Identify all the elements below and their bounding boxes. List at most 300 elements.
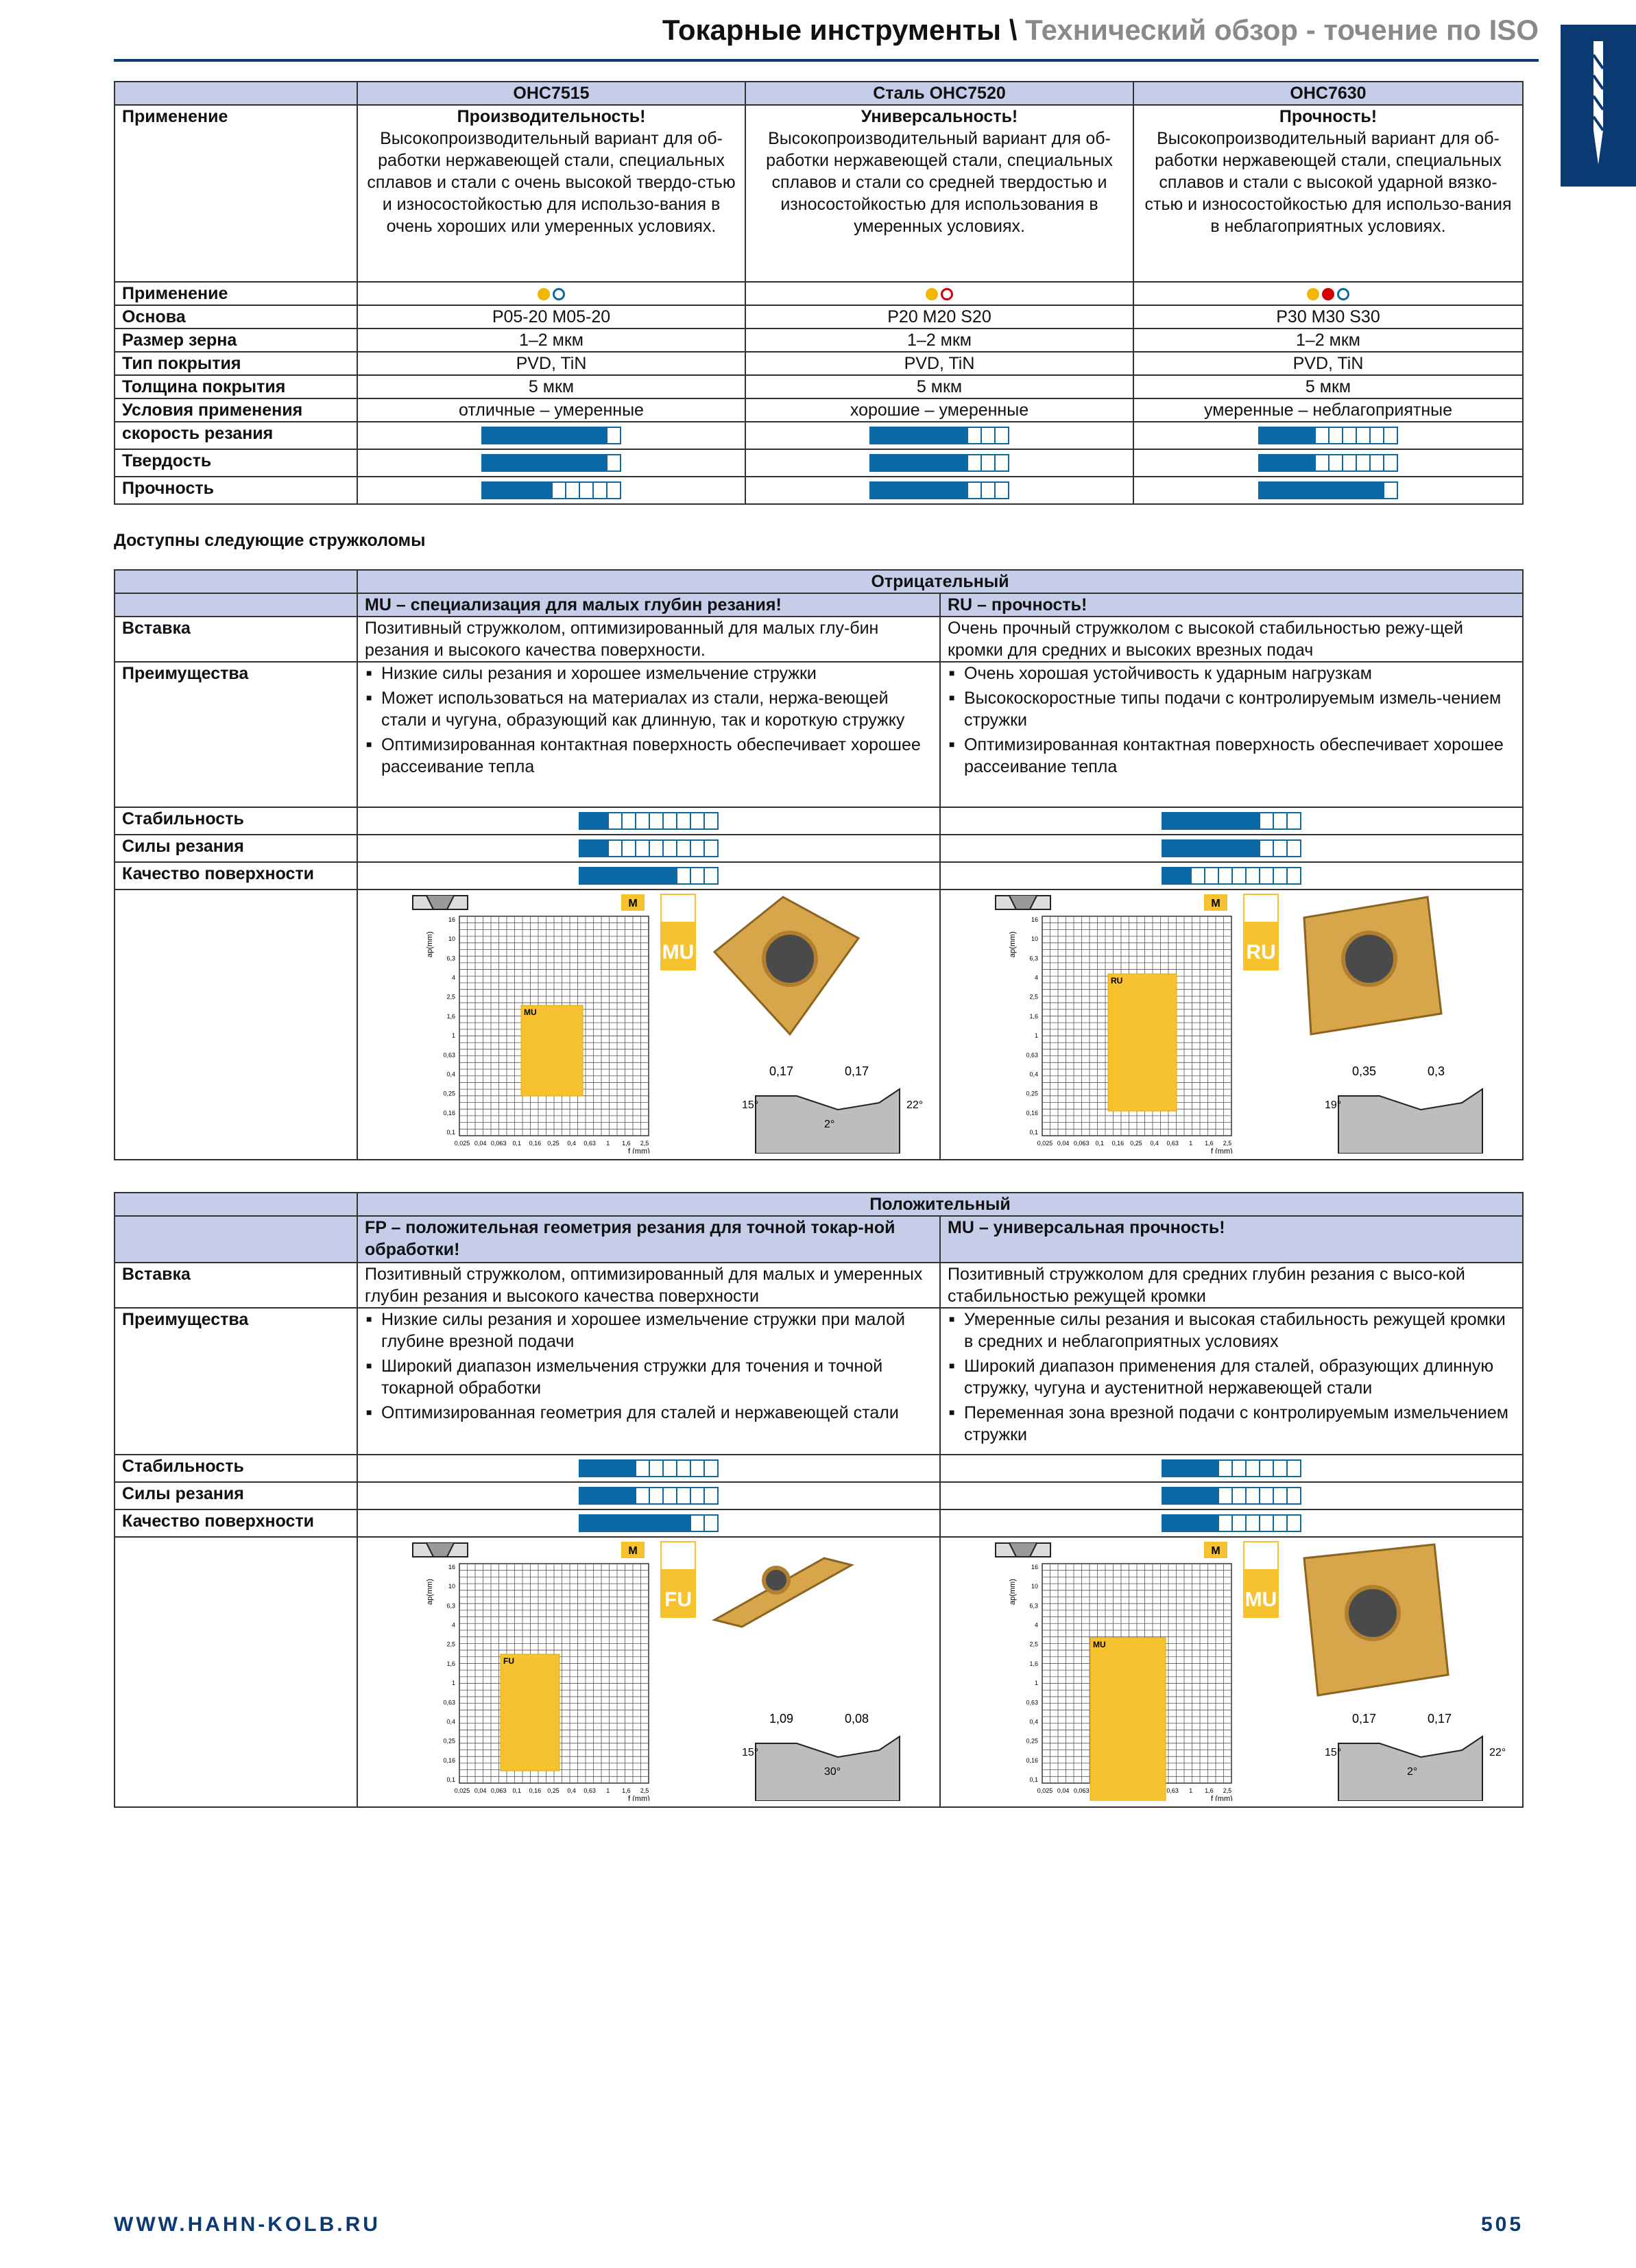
x-tick-label: 0,025 (454, 1787, 470, 1794)
rating-cell (1204, 1516, 1218, 1531)
application-dot-icon (1307, 288, 1319, 300)
row-label: Преимущества (115, 1308, 357, 1455)
advantage-item: ■ Умеренные силы резания и высокая стабильность режущей кромки в средних и неблагоприятных условиях (948, 1309, 1515, 1352)
edge-profile (1338, 1089, 1482, 1154)
rating-cell (579, 455, 592, 470)
x-tick-label: 0,025 (454, 1140, 470, 1147)
rating-cell (1286, 841, 1300, 856)
x-tick-label: 1,6 (1205, 1787, 1214, 1794)
rating-cell (1218, 841, 1231, 856)
row-label: Применение (115, 282, 357, 305)
x-tick-label: 1 (606, 1140, 610, 1147)
profile-angle: 22° (906, 1099, 924, 1111)
rating-cell (967, 428, 981, 443)
y-tick-label: 4 (451, 974, 455, 981)
y-axis-label: ap(mm) (426, 931, 434, 957)
rating-cell (1163, 1516, 1177, 1531)
rating-cell (690, 868, 703, 883)
x-tick-label: 0,04 (1057, 1787, 1070, 1794)
y-axis-label: ap(mm) (1009, 1579, 1017, 1605)
rating-cell (1190, 813, 1204, 828)
rating-cell (662, 813, 676, 828)
conditions-cell: хорошие – умеренные (745, 398, 1133, 422)
rating-cell (953, 455, 967, 470)
application-zone (1108, 974, 1177, 1111)
rating-cell (994, 483, 1008, 498)
rating-cell (1218, 868, 1231, 883)
x-tick-label: 2,5 (640, 1140, 649, 1147)
y-tick-label: 6,3 (1029, 1602, 1038, 1610)
rating-cell (1286, 1516, 1300, 1531)
rating-cell (551, 455, 565, 470)
rating-cell (1231, 1516, 1245, 1531)
rating-cell (565, 455, 579, 470)
rating-cell (1245, 1488, 1259, 1503)
rating-cell (524, 455, 538, 470)
rating-cell (621, 1461, 635, 1476)
y-tick-label: 0,63 (443, 1699, 455, 1706)
x-tick-label: 0,25 (547, 1787, 560, 1794)
rating-cell (649, 1461, 662, 1476)
rating-cell (565, 483, 579, 498)
rating-cell (621, 868, 635, 883)
rating-cell (1342, 455, 1356, 470)
forces-rating-bar (1162, 839, 1301, 857)
rating-cell (538, 455, 551, 470)
rating-cell (594, 1516, 608, 1531)
rating-cell (690, 1516, 703, 1531)
rating-cell (635, 1516, 649, 1531)
rating-cell (580, 813, 594, 828)
application-dots (357, 282, 745, 305)
row-label: Силы резания (115, 1482, 357, 1509)
x-tick-label: 2,5 (1223, 1787, 1232, 1794)
row-label: Твердость (115, 449, 357, 477)
y-tick-label: 10 (448, 1583, 455, 1590)
zone-label: RU (1111, 976, 1123, 986)
x-tick-label: 0,04 (474, 1787, 487, 1794)
y-tick-label: 1,6 (1029, 1660, 1038, 1667)
profile-dimension: 0,35 (1352, 1064, 1377, 1078)
rating-cell (912, 428, 926, 443)
chipbreaker-badge-label: MU (1244, 1588, 1277, 1611)
row-label: Основа (115, 305, 357, 329)
rating-cell (898, 428, 912, 443)
rating-cell (1259, 1516, 1273, 1531)
rating-cell (594, 841, 608, 856)
rating-cell (621, 1488, 635, 1503)
application-dot-icon (538, 288, 550, 300)
rating-cell (483, 428, 496, 443)
rating-cell (1287, 428, 1301, 443)
chapter-tab (1561, 25, 1636, 187)
rating-cell (1204, 1461, 1218, 1476)
rating-cell (1163, 1488, 1177, 1503)
row-label: Качество поверхности (115, 1509, 357, 1537)
rating-cell (953, 428, 967, 443)
rating-cell (1301, 455, 1314, 470)
rating-cell (1177, 868, 1190, 883)
y-tick-label: 1,6 (1029, 1012, 1038, 1020)
chipbreaker-diagram (358, 1538, 941, 1801)
rating-cell (1273, 813, 1286, 828)
x-tick-label: 0,063 (1073, 1787, 1090, 1794)
rating-cell (1273, 1516, 1286, 1531)
surface-rating-bar (1162, 867, 1301, 885)
y-tick-label: 16 (1031, 1564, 1038, 1571)
rating-cell (1287, 483, 1301, 498)
y-tick-label: 0,16 (443, 1109, 455, 1117)
coating-cell: PVD, TiN (745, 352, 1133, 375)
x-tick-label: 0,63 (1166, 1787, 1179, 1794)
x-tick-label: 1 (606, 1787, 610, 1794)
rating-cell (510, 428, 524, 443)
rating-cell (1273, 483, 1287, 498)
profile-dimension: 0,17 (1428, 1712, 1452, 1726)
x-tick-label: 0,04 (474, 1140, 487, 1147)
y-tick-label: 0,25 (443, 1090, 455, 1097)
rating-cell (649, 1488, 662, 1503)
y-tick-label: 10 (448, 935, 455, 943)
advantage-item: ■ Низкие силы резания и хорошее измельчение стружки при малой глубине врезной подачи (365, 1309, 933, 1352)
page-number: 505 (1481, 2213, 1524, 2236)
rating-cell (1301, 428, 1314, 443)
application-zone (501, 1654, 560, 1771)
zone-label: MU (1093, 1640, 1106, 1649)
insert-illustration-icon (714, 897, 858, 1034)
x-tick-label: 2,5 (1223, 1140, 1232, 1147)
rating-cell (1177, 1516, 1190, 1531)
rating-cell (594, 868, 608, 883)
rating-cell (1259, 813, 1273, 828)
x-tick-label: 0,1 (1095, 1140, 1105, 1147)
rating-cell (483, 455, 496, 470)
rating-cell (1356, 428, 1369, 443)
x-tick-label: 0,25 (1130, 1140, 1142, 1147)
m-badge-label: M (1211, 898, 1220, 909)
group-title: Положительный (357, 1193, 1523, 1216)
rating-cell (1190, 1488, 1204, 1503)
rating-cell (621, 841, 635, 856)
profile-angle: 19° (1325, 1099, 1342, 1111)
rating-cell (594, 813, 608, 828)
y-tick-label: 2,5 (446, 1640, 455, 1648)
rating-cell (662, 1516, 676, 1531)
y-tick-label: 16 (1031, 916, 1038, 923)
rating-cell (592, 428, 606, 443)
rating-cell (1286, 813, 1300, 828)
rating-cell (1328, 483, 1342, 498)
rating-cell (953, 483, 967, 498)
rating-cell (1260, 428, 1273, 443)
x-tick-label: 0,025 (1037, 1140, 1053, 1147)
rating-cell (496, 483, 510, 498)
x-tick-label: 1 (1189, 1140, 1193, 1147)
group-title: Отрицательный (357, 570, 1523, 593)
chipbreaker-figure (357, 1537, 940, 1807)
rating-cell (676, 868, 690, 883)
surface-rating-bar (1162, 1514, 1301, 1532)
chipbreaker-title: MU – специализация для малых глубин резания! (357, 593, 940, 617)
advantage-item: ■ Очень хорошая устойчивость к ударным нагрузкам (948, 663, 1515, 684)
application-dot-icon (1337, 288, 1349, 300)
y-tick-label: 6,3 (446, 955, 455, 962)
rating-cell (1231, 868, 1245, 883)
y-tick-label: 2,5 (1029, 1640, 1038, 1648)
rating-cell (580, 1461, 594, 1476)
row-label: Прочность (115, 477, 357, 504)
rating-cell (662, 1461, 676, 1476)
x-tick-label: 0,4 (567, 1140, 576, 1147)
rating-cell (871, 428, 885, 443)
rating-cell (690, 813, 703, 828)
rating-cell (483, 483, 496, 498)
toughness-rating-bar (869, 481, 1009, 499)
y-tick-label: 2,5 (1029, 993, 1038, 1001)
row-label: Вставка (115, 1263, 357, 1308)
insert-cell: Позитивный стружколом, оптимизированный для малых и умеренных глубин резания и высокого качества поверхности (357, 1263, 940, 1308)
rating-cell (703, 1488, 717, 1503)
rating-cell (994, 428, 1008, 443)
rating-cell (538, 483, 551, 498)
rating-cell (635, 813, 649, 828)
chipbreaker-figure (940, 1537, 1523, 1807)
rating-cell (703, 868, 717, 883)
rating-cell (1342, 483, 1356, 498)
rating-cell (871, 483, 885, 498)
chipbreaker-badge-label: RU (1246, 941, 1276, 964)
rating-cell (1273, 1488, 1286, 1503)
speed-rating-bar (1258, 427, 1398, 444)
rating-cell (594, 1461, 608, 1476)
application-dot-icon (926, 288, 938, 300)
insert-cell: Позитивный стружколом, оптимизированный для малых глу-бин резания и высокого качества поверхности. (357, 617, 940, 662)
x-tick-label: 0,063 (1073, 1140, 1090, 1147)
x-tick-label: 1,6 (622, 1787, 631, 1794)
x-tick-label: 0,1 (512, 1787, 522, 1794)
rating-cell (1218, 1516, 1231, 1531)
rating-cell (926, 483, 939, 498)
row-label: Стабильность (115, 1455, 357, 1482)
y-tick-label: 6,3 (1029, 955, 1038, 962)
rating-cell (565, 428, 579, 443)
rating-cell (592, 455, 606, 470)
rating-cell (635, 1461, 649, 1476)
rating-cell (898, 483, 912, 498)
x-tick-label: 0,025 (1037, 1787, 1053, 1794)
rating-cell (496, 428, 510, 443)
header-title: Токарные инструменты \ (662, 14, 1018, 46)
profile-angle: 30° (824, 1766, 841, 1778)
speed-rating-bar (869, 427, 1009, 444)
y-tick-label: 4 (1034, 974, 1038, 981)
rating-cell (524, 428, 538, 443)
advantage-item: ■ Широкий диапазон измельчения стружки для точения и точной токарной обработки (365, 1355, 933, 1399)
rating-cell (690, 1461, 703, 1476)
profile-dimension: 0,08 (845, 1712, 869, 1726)
rating-cell (524, 483, 538, 498)
rating-cell (1259, 1488, 1273, 1503)
rating-cell (1163, 841, 1177, 856)
rating-cell (690, 1488, 703, 1503)
rating-cell (1177, 1461, 1190, 1476)
rating-cell (1190, 1516, 1204, 1531)
y-tick-label: 0,4 (446, 1071, 455, 1078)
y-tick-label: 4 (451, 1621, 455, 1629)
rating-cell (1177, 813, 1190, 828)
x-tick-label: 1,6 (1205, 1140, 1214, 1147)
advantages-list (948, 663, 1515, 778)
advantage-item: ■ Оптимизированная геометрия для сталей и нержавеющей стали (365, 1402, 933, 1424)
y-tick-label: 1,6 (446, 1660, 455, 1667)
conditions-cell: умеренные – неблагоприятные (1133, 398, 1523, 422)
surface-rating-bar (579, 1514, 719, 1532)
rating-cell (871, 455, 885, 470)
rating-cell (1286, 1461, 1300, 1476)
x-tick-label: 0,16 (1111, 1140, 1124, 1147)
rating-cell (606, 483, 620, 498)
page-header (114, 14, 1539, 56)
advantage-item: ■ Низкие силы резания и хорошее измельчение стружки (365, 663, 933, 684)
x-axis-label: f (mm) (1211, 1795, 1233, 1801)
rating-cell (510, 455, 524, 470)
rating-cell (649, 1516, 662, 1531)
rating-cell (1245, 1461, 1259, 1476)
conditions-cell: отличные – умеренные (357, 398, 745, 422)
application-dots (1133, 282, 1523, 305)
rating-cell (538, 428, 551, 443)
application-cell: Прочность! Высокопроизводительный вариант для об-работки нержавеющей стали, специальных сплавов и стали с высокой ударной вязко-стью и износостойкостью для использо-вания в неблагоприятных условиях. (1133, 105, 1523, 282)
y-tick-label: 1,6 (446, 1012, 455, 1020)
rating-cell (580, 1488, 594, 1503)
coating-cell: PVD, TiN (357, 352, 745, 375)
footer-url[interactable]: WWW.HAHN-KOLB.RU (114, 2213, 381, 2236)
chipbreaker-figure (357, 890, 940, 1160)
y-tick-label: 4 (1034, 1621, 1038, 1629)
application-dot-icon (1322, 288, 1334, 300)
y-tick-label: 1 (451, 1032, 455, 1040)
insert-illustration-icon (1304, 1544, 1448, 1695)
rating-cell (703, 1516, 717, 1531)
advantage-item: ■ Переменная зона врезной подачи с контролируемым измельчением стружки (948, 1402, 1515, 1446)
row-label: Размер зерна (115, 329, 357, 352)
header-subtitle: Технический обзор - точение по ISO (1025, 14, 1539, 46)
rating-cell (1259, 1461, 1273, 1476)
application-cell: Универсальность! Высокопроизводительный вариант для об-работки нержавеющей стали, специальных сплавов и стали со средней твердостью и износостойкостью для использования в умеренных условиях. (745, 105, 1133, 282)
rating-cell (608, 868, 621, 883)
rating-cell (1190, 841, 1204, 856)
rating-cell (1259, 841, 1273, 856)
thickness-cell: 5 мкм (1133, 375, 1523, 398)
negative-table (114, 569, 1524, 1160)
base-cell: P30 M30 S30 (1133, 305, 1523, 329)
chipbreaker-title: RU – прочность! (940, 593, 1523, 617)
chipbreaker-figure (940, 890, 1523, 1160)
y-tick-label: 2,5 (446, 993, 455, 1001)
rating-cell (1273, 1461, 1286, 1476)
y-tick-label: 0,4 (1029, 1718, 1038, 1726)
rating-cell (1383, 483, 1397, 498)
application-dots (745, 282, 1133, 305)
toughness-rating-bar (481, 481, 621, 499)
y-tick-label: 0,1 (446, 1776, 455, 1783)
rating-cell (1301, 483, 1314, 498)
zone-label: MU (524, 1007, 537, 1017)
rating-cell (703, 813, 717, 828)
rating-cell (676, 813, 690, 828)
rating-cell (579, 483, 592, 498)
m-badge-label: M (1211, 1545, 1220, 1557)
x-tick-label: 1 (1189, 1787, 1193, 1794)
profile-dimension: 0,17 (845, 1064, 869, 1078)
y-tick-label: 6,3 (446, 1602, 455, 1610)
chipbreakers-title: Доступны следующие стружколомы (114, 531, 426, 550)
rating-cell (1314, 428, 1328, 443)
x-tick-label: 0,16 (529, 1140, 542, 1147)
stability-rating-bar (579, 812, 719, 830)
rating-cell (1260, 455, 1273, 470)
rating-cell (967, 483, 981, 498)
advantage-item: ■ Широкий диапазон применения для сталей, образующих длинную стружку, чугуна и аустенитной нержавеющей стали (948, 1355, 1515, 1399)
x-tick-label: 0,063 (490, 1140, 507, 1147)
row-label: Качество поверхности (115, 862, 357, 890)
rating-cell (510, 483, 524, 498)
grain-cell: 1–2 мкм (357, 329, 745, 352)
y-tick-label: 1 (1034, 1032, 1038, 1040)
insert-cell: Очень прочный стружколом с высокой стабильностью режу-щей кромки для средних и высоких врезных подач (940, 617, 1523, 662)
profile-dimension: 0,17 (769, 1064, 794, 1078)
rating-cell (1356, 455, 1369, 470)
rating-cell (592, 483, 606, 498)
y-tick-label: 0,63 (443, 1051, 455, 1059)
rating-cell (1273, 841, 1286, 856)
x-tick-label: 0,63 (584, 1787, 596, 1794)
x-tick-label: 0,63 (1166, 1140, 1179, 1147)
rating-cell (1163, 813, 1177, 828)
rating-cell (1245, 813, 1259, 828)
rating-cell (703, 1461, 717, 1476)
rating-cell (885, 455, 898, 470)
rating-cell (1231, 1461, 1245, 1476)
rating-cell (981, 428, 994, 443)
rating-cell (1218, 1488, 1231, 1503)
positive-table (114, 1192, 1524, 1808)
rating-cell (662, 841, 676, 856)
rating-cell (676, 1516, 690, 1531)
rating-cell (1369, 428, 1383, 443)
profile-angle: 2° (1407, 1766, 1418, 1778)
chipbreaker-diagram (358, 890, 941, 1154)
rating-cell (676, 1461, 690, 1476)
application-zone (1090, 1638, 1166, 1801)
rating-cell (939, 483, 953, 498)
y-tick-label: 0,16 (1026, 1756, 1038, 1764)
rating-cell (1314, 483, 1328, 498)
rating-cell (1328, 428, 1342, 443)
stability-rating-bar (1162, 812, 1301, 830)
row-label: Преимущества (115, 662, 357, 807)
row-label: Толщина покрытия (115, 375, 357, 398)
rating-cell (703, 841, 717, 856)
hardness-rating-bar (869, 454, 1009, 472)
rating-cell (676, 1488, 690, 1503)
rating-cell (608, 1461, 621, 1476)
drill-icon (1581, 41, 1615, 165)
rating-cell (981, 483, 994, 498)
rating-cell (580, 868, 594, 883)
x-tick-label: 0,63 (584, 1140, 596, 1147)
profile-dimension: 0,17 (1352, 1712, 1377, 1726)
